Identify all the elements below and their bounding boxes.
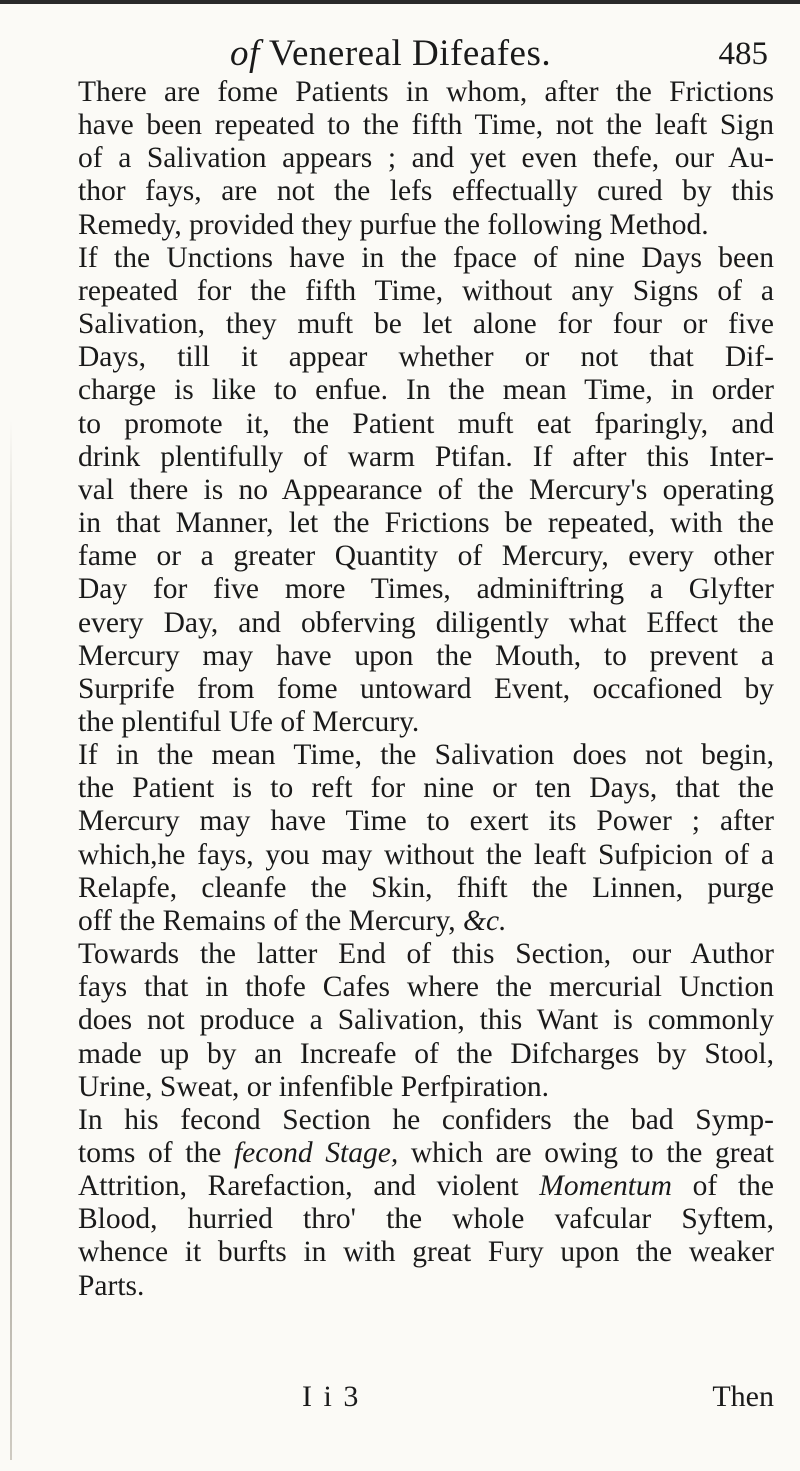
text-line: off the Remains of the Mercury, &c. [78,904,507,937]
text-line: to promote it, the Patient muft eat fparingly, and [78,407,774,440]
text-line: val there is no Appearance of the Mercury's operating [78,473,774,506]
text-line: repeated for the fifth Time, without any Signs of a [78,274,774,307]
text-line: fays that in thofe Cafes where the mercurial Unction [78,971,774,1004]
running-head [230,32,551,75]
text-line: made up by an Increafe of the Difcharges by Stool, [78,1037,774,1070]
text-line: charge is like to enfue. In the mean Time, in order [78,374,774,407]
text-line: Day for five more Times, adminiftring a Glyfter [78,573,774,606]
text-line: in that Manner, let the Frictions be repeated, with the [78,507,774,540]
text-line: If in the mean Time, the Salivation does not begin, [78,739,774,772]
text-line: Blood, hurried thro' the whole vafcular Syftem, [78,1203,774,1236]
paragraph [52,739,774,938]
text-line: If the Unctions have in the fpace of nine Days been [78,241,774,274]
paragraph [52,242,774,739]
text-line: There are fome Patients in whom, after the Frictions [78,76,774,108]
paragraph [52,1104,774,1303]
text-line: thor fays, are not the lefs effectually cured by this [78,175,774,208]
text-line: Days, till it appear whether or not that Dif- [78,341,774,374]
book-page [52,14,774,1303]
top-page-edge [0,0,800,4]
gutter-shadow [10,420,12,1460]
text-line: Mercury may have Time to exert its Power ; after [78,805,774,838]
page-number: 485 [718,36,768,72]
text-line: Towards the latter End of this Section, our Author [78,938,774,971]
text-line: toms of the fecond Stage, which are owing to the great [78,1137,774,1169]
catchword: Then [712,1380,774,1413]
text-line: Surprife from fome untoward Event, occafioned by [78,672,774,705]
text-line: Parts. [78,1269,145,1302]
text-line: Attrition, Rarefaction, and violent Momentum of the [78,1170,774,1203]
text-line: the plentiful Ufe of Mercury. [78,705,420,738]
running-head-title: Venereal Difeafes. [268,33,552,74]
page-footer [52,1380,774,1420]
text-line: Urine, Sweat, or infenfible Perfpiration. [78,1070,550,1103]
text-line: drink plentifully of warm Ptifan. If after this Inter- [78,440,774,473]
text-line: which,he fays, you may without the leaft Sufpicion of a [78,838,774,871]
text-line: Relapfe, cleanfe the Skin, fhift the Linnen, purge [78,871,774,904]
text-line: have been repeated to the fifth Time, not the leaft Sign [78,109,774,142]
text-line: Mercury may have upon the Mouth, to prevent a [78,639,774,672]
paragraph [52,938,774,1104]
text-line: In his fecond Section he confiders the bad Symp- [78,1103,774,1136]
page-header [52,14,774,76]
body-text [52,76,774,1303]
text-line: the Patient is to reft for nine or ten Days, that the [78,772,774,805]
signature-mark: I i 3 [302,1380,361,1413]
paragraph [52,76,774,242]
text-line: every Day, and obferving diligently what Effect the [78,606,774,639]
text-line: Remedy, provided they purfue the following Method. [78,208,709,241]
running-head-prefix: of [230,33,260,74]
text-line: fame or a greater Quantity of Mercury, every other [78,540,774,573]
text-line: does not produce a Salivation, this Want is commonly [78,1004,774,1037]
text-line: whence it burfts in with great Fury upon the weaker [78,1236,774,1269]
text-line: of a Salivation appears ; and yet even thefe, our Au- [78,142,774,175]
text-line: Salivation, they muft be let alone for four or five [78,308,774,341]
